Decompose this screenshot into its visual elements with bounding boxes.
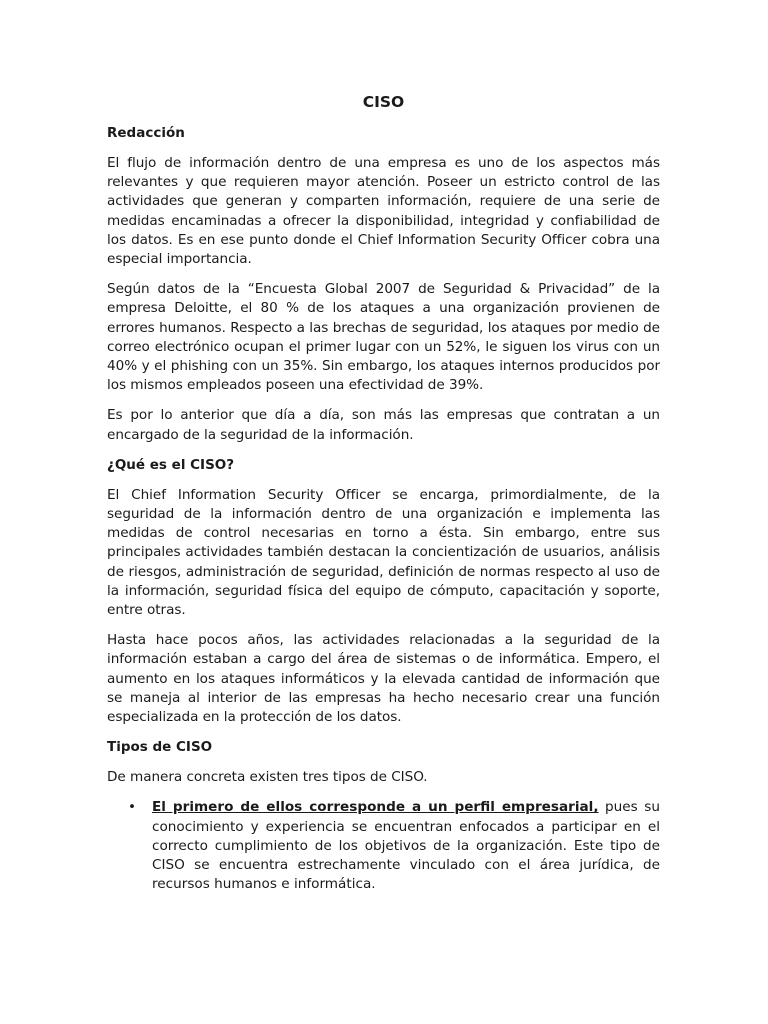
paragraph: El Chief Information Security Officer se encarga, primordialmente, de la seguridad de la información dentro de una organización e implementa las medidas de control necesarias en torno a ésta. Sin embargo, entre sus principales actividades también destacan la concientización de usuarios, análisis de riesgos, administración de seguridad, definición de normas respecto al uso de la información, seguridad física del equipo de cómputo, capacitación y soporte, entre otras. bbox=[107, 486, 660, 619]
bullet-item bbox=[107, 798, 660, 894]
bullet-text: pues su conocimiento y experiencia se encuentran enfocados a participar en el correcto cumplimiento de los objetivos de la organización. Este tipo de CISO se encuentra estrechamente vinculado con el área jurídica, de recursos humanos e informática. bbox=[152, 799, 660, 893]
section-heading: Tipos de CISO bbox=[107, 739, 213, 756]
bullet-lead-text: El primero de ellos corresponde a un perfil empresarial, bbox=[152, 799, 599, 816]
section-redaccion bbox=[107, 124, 660, 445]
document-page bbox=[107, 92, 660, 895]
section-heading: Redacción bbox=[107, 125, 185, 141]
paragraph: Según datos de la “Encuesta Global 2007 de Seguridad & Privacidad” de la empresa Deloitte, el 80 % de los ataques a una organización provienen de errores humanos. Respecto a las brechas de seguridad, los ataques por medio de correo electrónico ocupan el primer lugar con un 52%, le siguen los virus con un 40% y el phishing con un 35%. Sin embargo, los ataques internos producidos por los mismos empleados poseen una efectividad de 39%. bbox=[107, 281, 660, 394]
paragraph: De manera concreta existen tres tipos de CISO. bbox=[107, 769, 428, 786]
section-heading: ¿Qué es el CISO? bbox=[107, 456, 235, 473]
bullet-list bbox=[107, 798, 660, 894]
section-tipos-de-ciso bbox=[107, 738, 660, 894]
section-que-es-el-ciso bbox=[107, 456, 660, 727]
bullet-icon: • bbox=[128, 799, 137, 816]
document-title: CISO bbox=[362, 93, 405, 111]
paragraph: Es por lo anterior que día a día, son más las empresas que contratan a un encargado de la seguridad de la información. bbox=[107, 407, 660, 443]
paragraph: El flujo de información dentro de una empresa es uno de los aspectos más relevantes y que requieren mayor atención. Poseer un estricto control de las actividades que generan y comparten información, requiere de una serie de medidas encaminadas a ofrecer la disponibilidad, integridad y confiabilidad de los datos. Es en ese punto donde el Chief Information Security Officer cobra una especial importancia. bbox=[107, 155, 660, 268]
paragraph: Hasta hace pocos años, las actividades relacionadas a la seguridad de la información estaban a cargo del área de sistemas o de informática. Empero, el aumento en los ataques informáticos y la elevada cantidad de información que se maneja al interior de las empresas ha hecho necesario crear una función especializada en la protección de los datos. bbox=[107, 632, 660, 726]
